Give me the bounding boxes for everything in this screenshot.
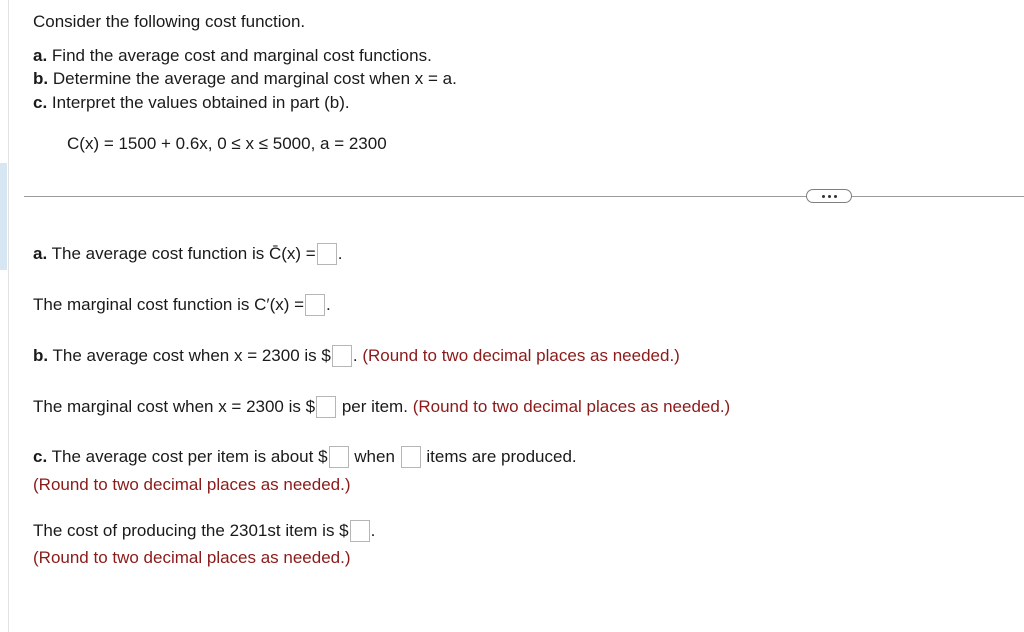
prompt-text: The marginal cost when x = 2300 is $	[33, 397, 316, 416]
cost-of-next-item-input[interactable]	[350, 520, 370, 542]
items-produced-input[interactable]	[401, 446, 421, 468]
question-part-a	[33, 45, 432, 67]
side-tab[interactable]	[0, 163, 7, 270]
prompt-text: The marginal cost function is C′(x) =	[33, 295, 305, 314]
rounding-hint: (Round to two decimal places as needed.)	[33, 548, 351, 567]
trailing-text: items are produced.	[426, 447, 577, 466]
answer-b-marginal-cost	[33, 396, 730, 419]
cost-formula: C(x) = 1500 + 0.6x, 0 ≤ x ≤ 5000, a = 2300	[67, 134, 387, 153]
marginal-cost-function-input[interactable]	[305, 294, 325, 316]
rounding-hint: (Round to two decimal places as needed.)	[33, 475, 351, 494]
trailing-text: .	[337, 244, 343, 263]
trailing-text: .	[370, 521, 376, 540]
trailing-text: .	[326, 295, 331, 314]
part-text: Find the average cost and marginal cost functions.	[51, 46, 432, 65]
question-intro: Consider the following cost function.	[33, 12, 306, 31]
part-label: c.	[33, 93, 48, 112]
prompt-text: The average cost when x = 2300 is $	[52, 346, 331, 365]
part-label: c.	[33, 447, 48, 466]
part-text: Determine the average and marginal cost when x = a.	[52, 69, 457, 88]
answer-a-marginal-cost	[33, 294, 331, 317]
part-text: Interpret the values obtained in part (b).	[51, 93, 350, 112]
ellipsis-icon	[834, 195, 837, 198]
left-border	[8, 0, 9, 632]
answer-c-average-interpretation	[33, 446, 577, 469]
average-cost-function-input[interactable]	[317, 243, 337, 265]
prompt-text: The average cost per item is about $	[51, 447, 328, 466]
question-part-b	[33, 68, 457, 90]
rounding-hint: (Round to two decimal places as needed.)	[362, 346, 680, 365]
average-cost-per-item-input[interactable]	[329, 446, 349, 468]
question-part-c	[33, 92, 350, 114]
ellipsis-icon	[822, 195, 825, 198]
mid-text: when	[354, 447, 395, 466]
prompt-text: The cost of producing the 2301st item is $	[33, 521, 349, 540]
part-label: a.	[33, 46, 48, 65]
marginal-cost-value-input[interactable]	[316, 396, 336, 418]
answer-a-average-cost	[33, 243, 342, 266]
part-label: a.	[33, 244, 48, 263]
trailing-text: .	[352, 346, 358, 365]
answer-b-average-cost	[33, 345, 680, 368]
more-options-button[interactable]	[806, 189, 852, 203]
ellipsis-icon	[828, 195, 831, 198]
rounding-hint: (Round to two decimal places as needed.)	[412, 397, 731, 416]
prompt-text: The average cost function is C̄(x) =	[51, 244, 316, 263]
part-label: b.	[33, 346, 49, 365]
trailing-text: per item.	[341, 397, 408, 416]
part-label: b.	[33, 69, 49, 88]
average-cost-value-input[interactable]	[332, 345, 352, 367]
answer-c-marginal-interpretation	[33, 520, 375, 543]
section-divider	[24, 196, 1024, 197]
